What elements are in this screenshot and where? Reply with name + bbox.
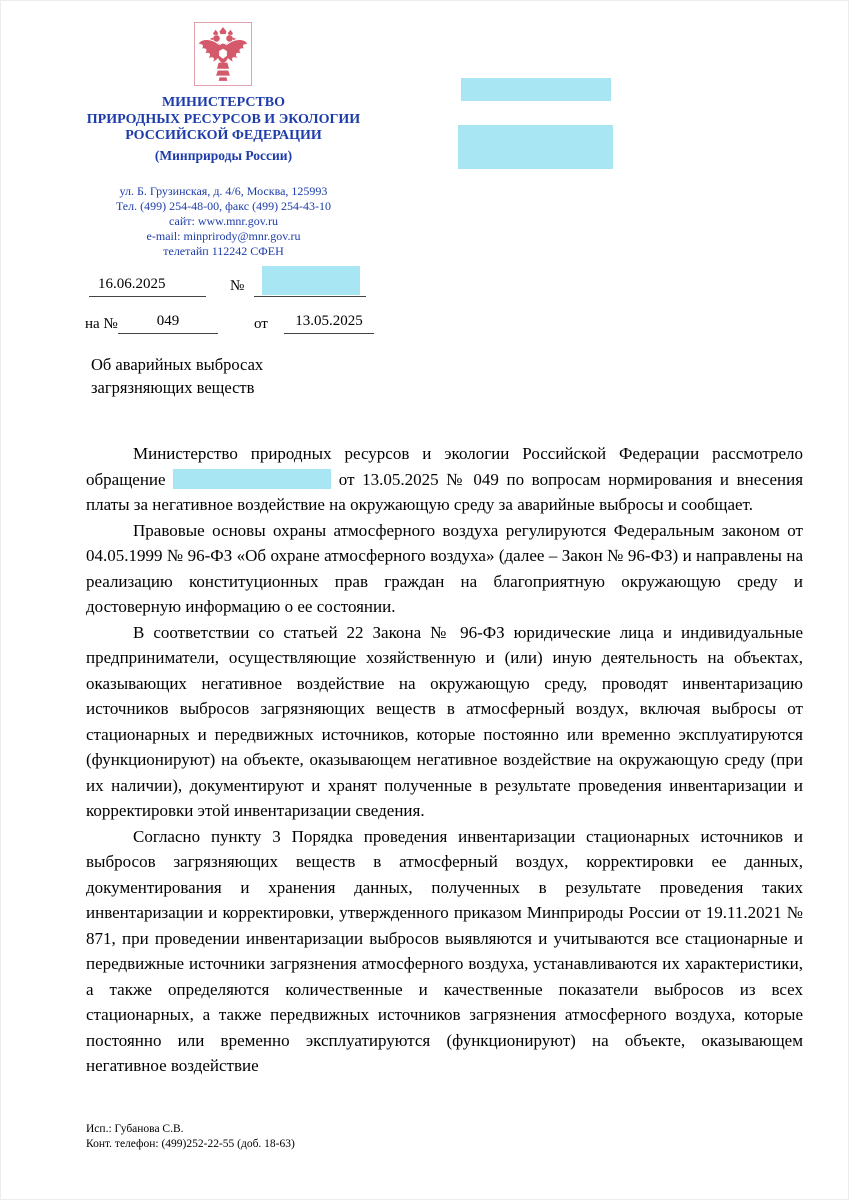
phone-line: Тел. (499) 254-48-00, факс (499) 254-43-10 (115, 199, 332, 213)
paragraph-3: В соответствии со статьей 22 Закона № 96-ФЗ юридические лица и индивидуальные предприниматели, осуществляющие хозяйственную и (или) иную деятельность на объектах, оказывающих негативное воздействие на окружающую среду, проводят инвентаризацию источников выбросов загрязняющих веществ в атмосферный воздух, включая выбросы от стационарных и передвижных источников, которые постоянно или временно эксплуатируются (функционируют) на объекте, оказывающем негативное воздействие на окружающую среду (при их наличии), документируют и хранят полученные в результате проведения инвентаризации и корректировки этой инвентаризации сведения. (86, 622, 803, 820)
subject-line1: Об аварийных выбросах (91, 355, 264, 374)
redaction-box (461, 78, 611, 101)
website-line: сайт: www.mnr.gov.ru (169, 214, 278, 228)
email-line: e-mail: minprirody@mnr.gov.ru (146, 229, 301, 243)
subject-line2: загрязняющих веществ (91, 378, 255, 397)
incoming-date-field (284, 311, 374, 334)
incoming-number: 049 (156, 313, 180, 329)
ministry-name-line2: ПРИРОДНЫХ РЕСУРСОВ И ЭКОЛОГИИ (86, 111, 361, 127)
address-line: ул. Б. Грузинская, д. 4/6, Москва, 125993 (119, 184, 328, 198)
ministry-name-block (61, 95, 386, 164)
letter-body (86, 441, 803, 1079)
number-sign: № (230, 278, 245, 294)
footer-block (86, 1122, 295, 1152)
redaction-box (262, 266, 360, 295)
in-reply-label: на № (85, 316, 118, 332)
redaction-box (173, 469, 331, 489)
paragraph-1-before: Министерство природных ресурсов и экологии Российской Федерации рассмотрело обращение (86, 444, 803, 489)
subject-block (91, 353, 263, 399)
ministry-name-line3: РОССИЙСКОЙ ФЕДЕРАЦИИ (125, 128, 322, 143)
paragraph-1-after: от 13.05.2025 № 049 по вопросам нормирования и внесения платы за негативное воздействие на окружающую среду за аварийные выбросы и сообщает. (86, 469, 804, 514)
ministry-short-name: (Минприроды России) (154, 147, 293, 163)
contact-phone-line: Конт. телефон: (499)252-22-55 (доб. 18-63) (86, 1138, 295, 1150)
outgoing-number-field (254, 268, 366, 297)
teletype-line: телетайп 112242 СФЕН (163, 244, 284, 258)
outgoing-date-field (89, 273, 206, 297)
outgoing-date: 16.06.2025 (98, 276, 166, 292)
double-headed-eagle-icon (197, 25, 249, 83)
redaction-box (458, 125, 613, 169)
contact-block (61, 184, 386, 259)
coat-of-arms-box (194, 22, 252, 86)
from-label: от (254, 316, 268, 332)
incoming-number-field (118, 311, 218, 334)
executor-line: Исп.: Губанова С.В. (86, 1123, 184, 1135)
paragraph-1 (86, 441, 803, 518)
paragraph-4: Согласно пункту 3 Порядка проведения инвентаризации стационарных источников и выбросов загрязняющих веществ в атмосферный воздух, корректировки ее данных, документирования и хранения данных, полученных в результате проведения таких инвентаризации и корректировки, утвержденного приказом Минприроды России от 19.11.2021 № 871, при проведении инвентаризации выбросов выявляются и учитываются все стационарные и передвижные источники загрязнения атмосферного воздуха, устанавливаются их характеристики, а также определяются количественные и качественные показатели выбросов из всех стационарных, а также передвижных источников загрязнения атмосферного воздуха, которые постоянно или временно эксплуатируются (функционируют) на объекте, оказывающем негативное воздействие (86, 826, 803, 1075)
paragraph-2: Правовые основы охраны атмосферного воздуха регулируются Федеральным законом от 04.05.1999 № 96-ФЗ «Об охране атмосферного воздуха» (далее – Закон № 96-ФЗ) и направлены на реализацию конституционных прав граждан на благоприятную окружающую среду и достоверную информацию о ее состоянии. (86, 520, 803, 616)
ministry-name-line1: МИНИСТЕРСТВО (161, 95, 286, 110)
incoming-date: 13.05.2025 (295, 313, 363, 329)
